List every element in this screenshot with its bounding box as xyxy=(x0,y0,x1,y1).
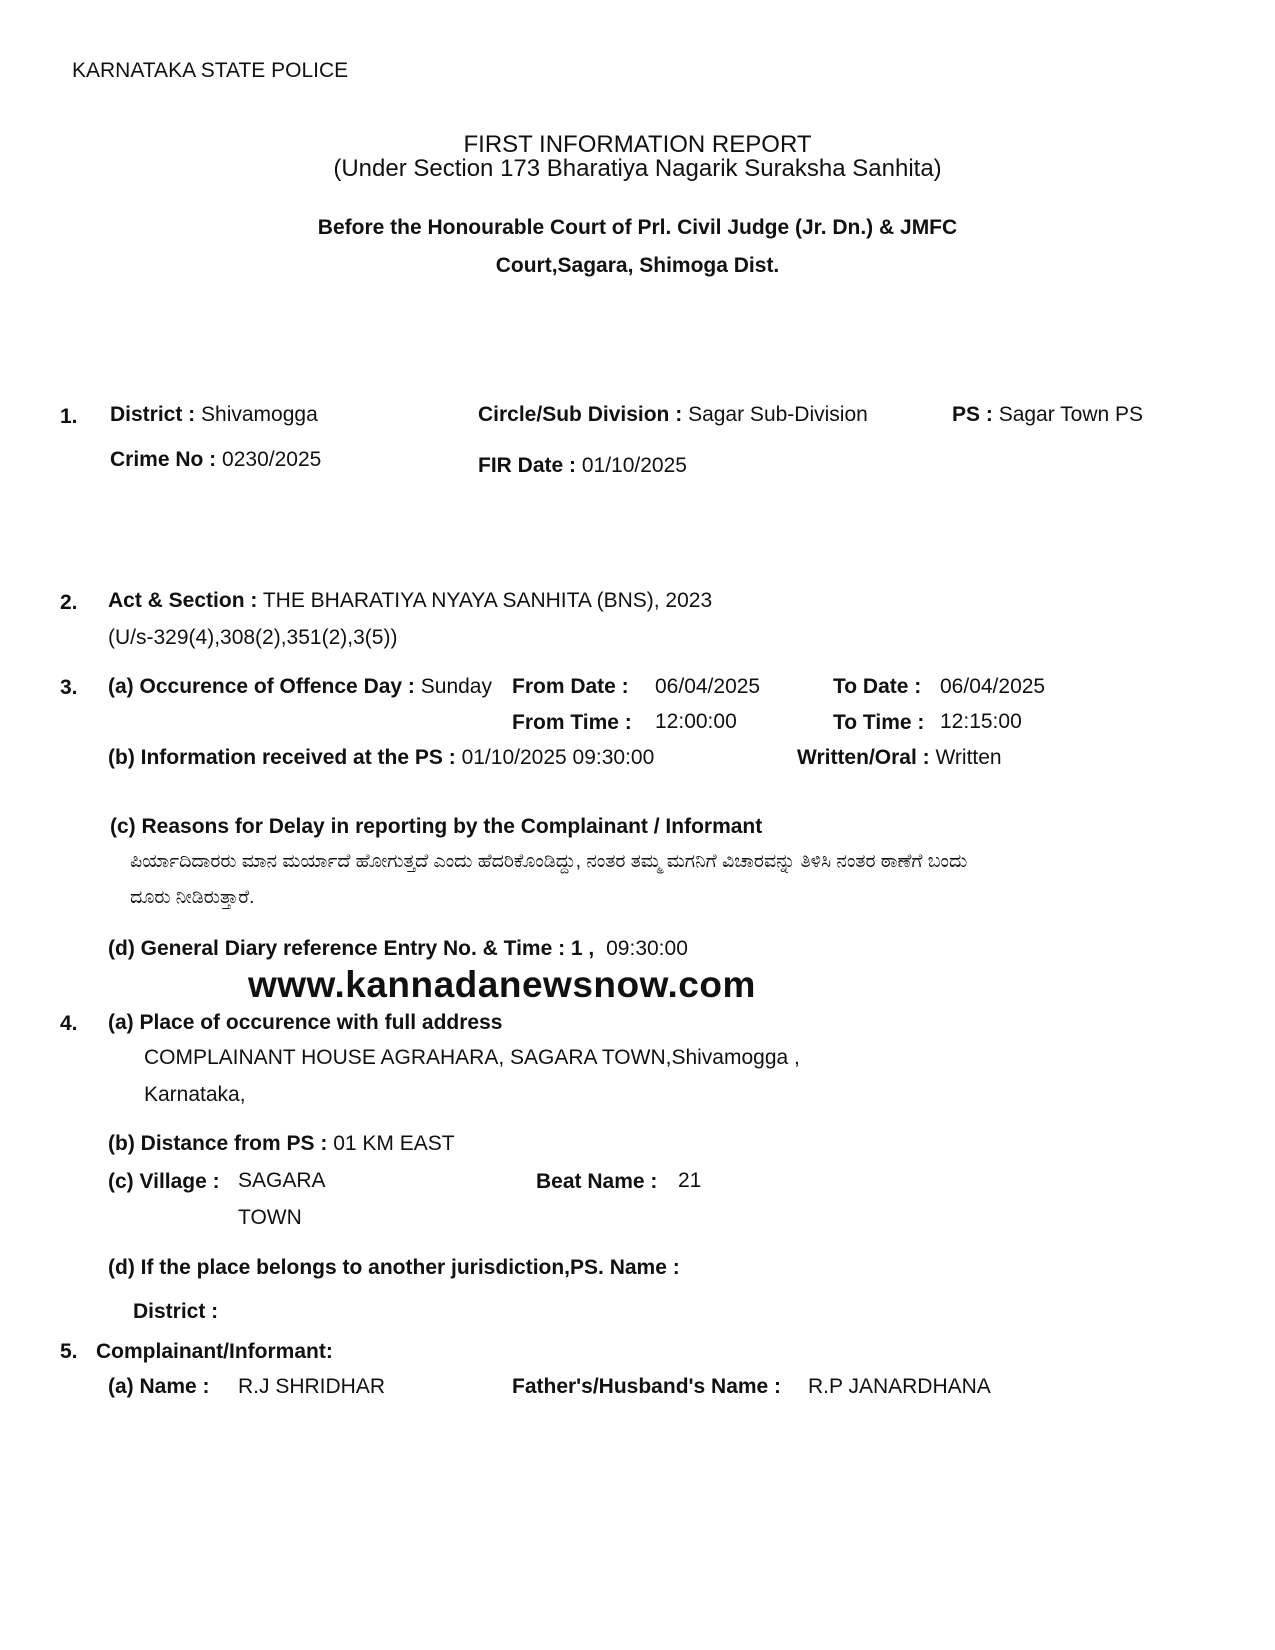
offence-day-value: Sunday xyxy=(420,675,492,698)
written-oral-value: Written xyxy=(935,746,1002,769)
section-2-number: 2. xyxy=(60,591,78,614)
crime-no-value: 0230/2025 xyxy=(222,448,322,471)
fir-date-field xyxy=(478,454,687,478)
info-received-field xyxy=(108,746,654,770)
section-4-number: 4. xyxy=(60,1012,78,1035)
offence-day-label: (a) Occurence of Offence Day : xyxy=(108,675,415,698)
beat-name-value: 21 xyxy=(678,1169,702,1192)
ps-label: PS : xyxy=(952,403,993,426)
section-3-number: 3. xyxy=(60,676,78,699)
village-value-line-1: SAGARA xyxy=(238,1169,326,1192)
court-line-1: Before the Honourable Court of Prl. Civil Judge (Jr. Dn.) & JMFC xyxy=(317,216,958,239)
offence-day-field xyxy=(108,675,492,699)
jurisdiction-district-label: District : xyxy=(133,1300,219,1323)
fir-date-label: FIR Date : xyxy=(478,454,577,477)
info-received-value: 01/10/2025 09:30:00 xyxy=(461,746,655,769)
from-date-value: 06/04/2025 xyxy=(655,675,761,698)
ps-value: Sagar Town PS xyxy=(998,403,1144,426)
to-time-label: To Time : xyxy=(833,711,925,734)
complainant-name-label: (a) Name : xyxy=(108,1375,210,1398)
distance-field xyxy=(108,1132,455,1156)
act-value: THE BHARATIYA NYAYA SANHITA (BNS), 2023 xyxy=(262,589,713,612)
village-value-line-2: TOWN xyxy=(238,1206,302,1229)
delay-reason-line-2: ದೂರು ನೀಡಿರುತ್ತಾರೆ. xyxy=(130,887,255,908)
website-watermark: www.kannadanewsnow.com xyxy=(248,964,756,1005)
court-line-2: Court,Sagara, Shimoga Dist. xyxy=(495,254,780,277)
org-header: KARNATAKA STATE POLICE xyxy=(72,59,349,82)
to-date-label: To Date : xyxy=(833,675,922,698)
address-line-1: COMPLAINANT HOUSE AGRAHARA, SAGARA TOWN,Shivamogga , xyxy=(144,1046,800,1069)
crime-no-label: Crime No : xyxy=(110,448,217,471)
to-time-value: 12:15:00 xyxy=(940,710,1022,733)
jurisdiction-label: (d) If the place belongs to another jurisdiction,PS. Name : xyxy=(108,1256,680,1279)
district-value: Shivamogga xyxy=(201,403,318,426)
from-time-value: 12:00:00 xyxy=(655,710,737,733)
address-line-2: Karnataka, xyxy=(144,1083,246,1106)
written-oral-label: Written/Oral : xyxy=(797,746,930,769)
general-diary-field xyxy=(108,937,688,961)
act-sections: (U/s-329(4),308(2),351(2),3(5)) xyxy=(108,626,398,649)
complainant-label: Complainant/Informant: xyxy=(96,1340,333,1363)
section-1-number: 1. xyxy=(60,405,78,428)
district-field xyxy=(110,403,318,427)
general-diary-label: (d) General Diary reference Entry No. & Time : 1 , xyxy=(108,937,595,960)
village-label: (c) Village : xyxy=(108,1170,220,1193)
crime-no-field xyxy=(110,448,321,472)
distance-label: (b) Distance from PS : xyxy=(108,1132,328,1155)
circle-label: Circle/Sub Division : xyxy=(478,403,683,426)
father-name-label: Father's/Husband's Name : xyxy=(512,1375,782,1398)
place-label: (a) Place of occurence with full address xyxy=(108,1011,503,1034)
distance-value: 01 KM EAST xyxy=(333,1132,455,1155)
act-field xyxy=(108,589,712,613)
delay-reason-line-1: ಪಿರ್ಯಾದಿದಾರರು ಮಾನ ಮರ್ಯಾದೆ ಹೋಗುತ್ತದೆ ಎಂದು ಹೆದರಿಕೊಂಡಿದ್ದು, ನಂತರ ತಮ್ಮ ಮಗನಿಗೆ ವಿಚಾರವನ್ನು ತಿಳಿಸಿ ನಂತರ ಠಾಣೆಗೆ ಬಂದು xyxy=(130,851,968,872)
father-name-value: R.P JANARDHANA xyxy=(808,1375,991,1398)
circle-value: Sagar Sub-Division xyxy=(688,403,868,426)
to-date-value: 06/04/2025 xyxy=(940,675,1046,698)
report-title: FIRST INFORMATION REPORT xyxy=(463,131,812,158)
from-date-label: From Date : xyxy=(512,675,629,698)
general-diary-time: 09:30:00 xyxy=(606,937,688,960)
beat-name-label: Beat Name : xyxy=(536,1170,658,1193)
circle-field xyxy=(478,403,868,427)
report-subtitle: (Under Section 173 Bharatiya Nagarik Suraksha Sanhita) xyxy=(333,155,942,182)
complainant-name-value: R.J SHRIDHAR xyxy=(238,1375,386,1398)
fir-date-value: 01/10/2025 xyxy=(581,454,687,477)
delay-reason-label: (c) Reasons for Delay in reporting by the Complainant / Informant xyxy=(110,815,763,838)
district-label: District : xyxy=(110,403,196,426)
written-oral-field xyxy=(797,746,1002,770)
info-received-label: (b) Information received at the PS : xyxy=(108,746,456,769)
from-time-label: From Time : xyxy=(512,711,632,734)
section-5-number: 5. xyxy=(60,1340,78,1363)
ps-field xyxy=(952,403,1143,427)
act-label: Act & Section : xyxy=(108,589,258,612)
